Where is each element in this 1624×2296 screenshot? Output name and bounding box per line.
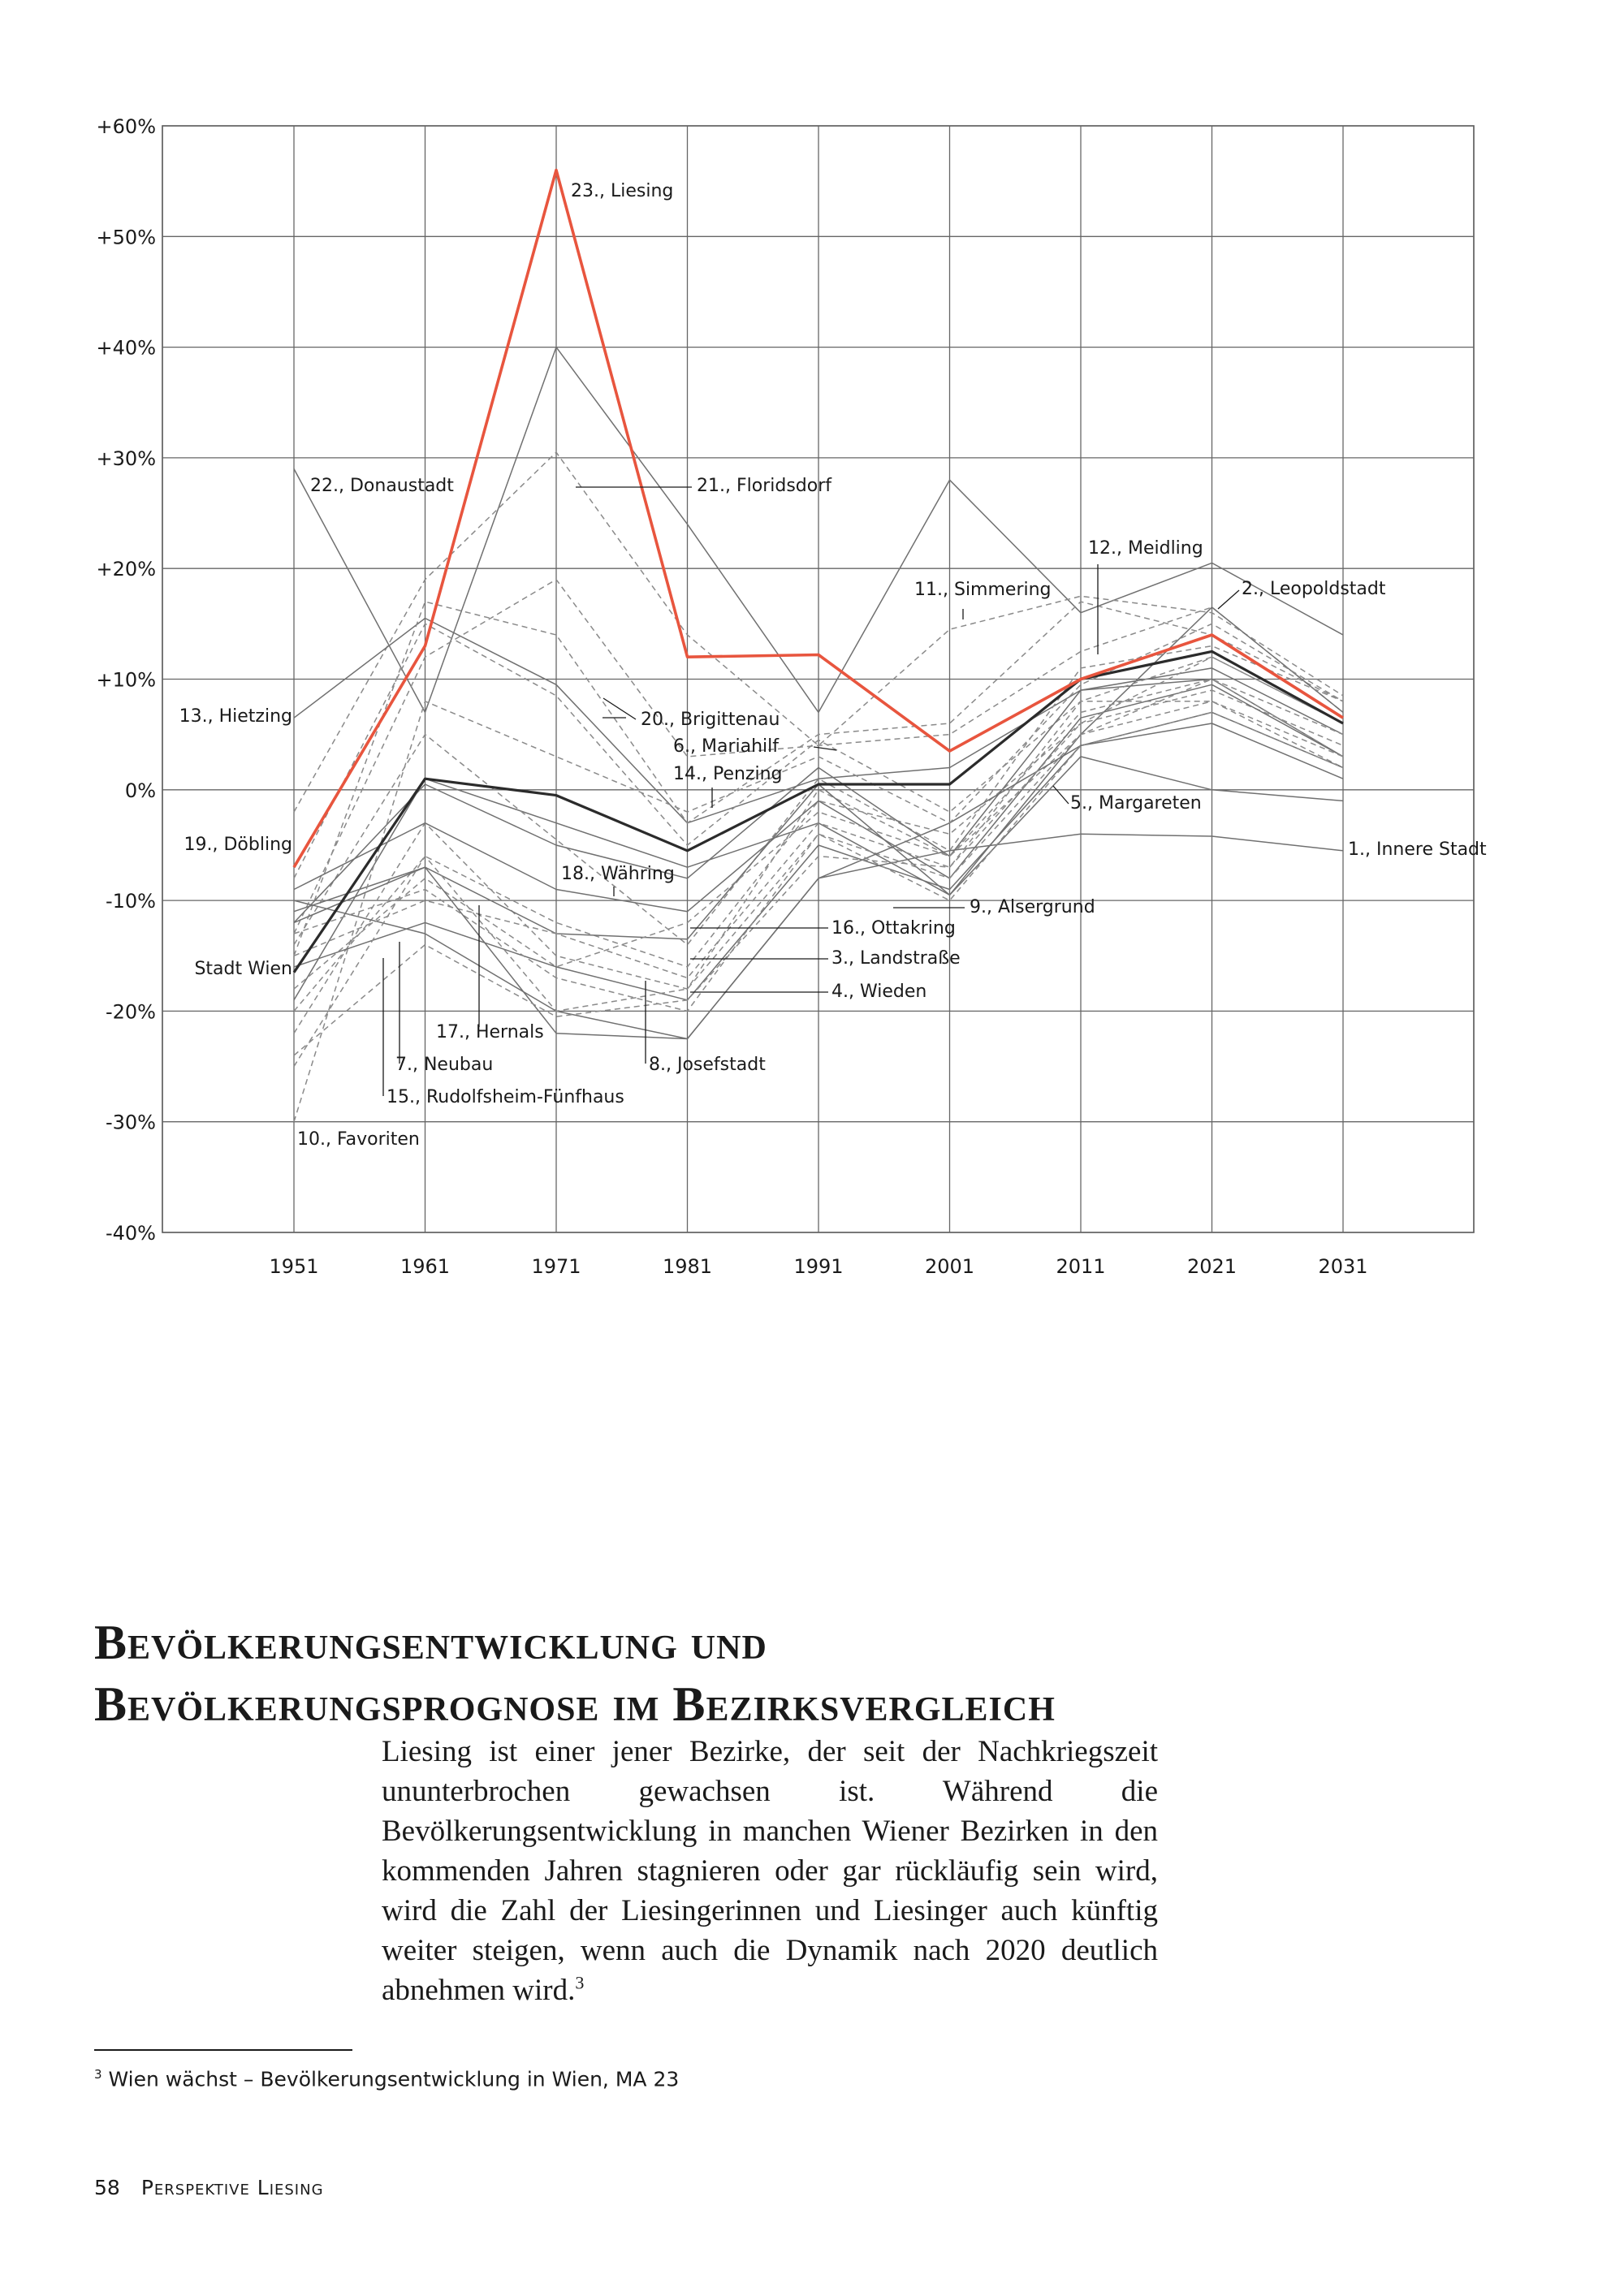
x-tick-label: 2021	[1186, 1255, 1237, 1278]
footnote-reference: 3	[575, 1972, 585, 1993]
heading-line-2: Bevölkerungsprognose im Bezirksvergleich	[94, 1677, 1056, 1731]
footnote-rule	[94, 2049, 352, 2051]
label-13-hietzing: 13., Hietzing	[179, 706, 292, 727]
chart-axes	[97, 115, 1368, 1278]
y-tick-label: 0%	[124, 779, 156, 802]
y-tick-label: -40%	[105, 1222, 156, 1245]
page-number: 58	[94, 2176, 120, 2199]
label-17-hernals: 17., Hernals	[436, 1022, 544, 1042]
leader-line	[1053, 786, 1069, 804]
y-tick-label: +60%	[96, 115, 156, 138]
footnote-text: Wien wächst – Bevölkerungsentwicklung in Wien, MA 23	[108, 2067, 680, 2091]
label-6-mariahilf: 6., Mariahilf	[673, 736, 779, 757]
leader-line	[1218, 590, 1239, 609]
label-9-alsergrund: 9., Alsergrund	[970, 897, 1095, 917]
label-stadt-wien: Stadt Wien	[194, 959, 292, 979]
label-18-w-hring: 18., Währing	[561, 864, 675, 884]
x-tick-label: 2031	[1318, 1255, 1368, 1278]
x-tick-label: 1991	[793, 1255, 844, 1278]
label-7-neubau: 7., Neubau	[395, 1055, 494, 1075]
footnote-marker: 3	[94, 2067, 102, 2082]
paragraph-text: Liesing ist einer jener Bezirke, der seit der Nachkriegszeit ununterbrochen gewachsen ist. Während die Bevölkerungsentwicklung in manchen Wiener Bezirken in den kommenden Jahren stagnieren oder gar rückläufig sein wird, wird die Zahl der Liesingerinnen und Liesinger auch künftig weiter steigen, wenn auch die Dynamik nach 2020 deutlich abnehmen wird.	[382, 1735, 1158, 2007]
leader-line	[603, 698, 636, 719]
x-tick-label: 2011	[1056, 1255, 1106, 1278]
heading-line-1: Bevölkerungsentwicklung und	[94, 1616, 767, 1669]
label-19-d-bling: 19., Döbling	[184, 835, 292, 855]
publication-title: Perspektive Liesing	[140, 2176, 324, 2199]
label-21-floridsdorf: 21., Floridsdorf	[697, 476, 831, 496]
y-tick-label: -30%	[105, 1111, 156, 1134]
x-tick-label: 1971	[531, 1255, 581, 1278]
label-2-leopoldstadt: 2., Leopoldstadt	[1242, 579, 1386, 599]
label-8-josefstadt: 8., Josefstadt	[649, 1055, 766, 1075]
y-tick-label: +50%	[96, 226, 156, 249]
label-11-simmering: 11., Simmering	[914, 580, 1052, 600]
x-tick-label: 1961	[400, 1255, 451, 1278]
y-tick-label: -20%	[105, 1000, 156, 1024]
label-5-margareten: 5., Margareten	[1070, 793, 1202, 814]
x-tick-label: 1951	[269, 1255, 319, 1278]
page-footer	[94, 2176, 324, 2199]
y-tick-label: +20%	[96, 558, 156, 581]
y-tick-label: +10%	[96, 668, 156, 692]
chart-grid	[162, 126, 1474, 1232]
y-tick-label: +30%	[96, 447, 156, 470]
body-paragraph	[382, 1732, 1158, 2010]
x-tick-label: 1981	[662, 1255, 713, 1278]
label-15-rudolfsheim-f-nfhaus: 15., Rudolfsheim-Fünfhaus	[387, 1087, 624, 1107]
x-tick-label: 2001	[924, 1255, 975, 1278]
label-3-landstra-e: 3., Landstraße	[831, 948, 961, 969]
section-heading	[94, 1612, 1475, 1735]
label-12-meidling: 12., Meidling	[1088, 538, 1203, 559]
label-20-brigittenau: 20., Brigittenau	[641, 710, 780, 730]
footnote	[94, 2067, 679, 2091]
y-tick-label: +40%	[96, 336, 156, 360]
label-1-innere-stadt: 1., Innere Stadt	[1348, 839, 1487, 860]
label-16-ottakring: 16., Ottakring	[831, 918, 956, 939]
y-tick-label: -10%	[105, 890, 156, 913]
label-23-liesing: 23., Liesing	[571, 181, 674, 201]
label-10-favoriten: 10., Favoriten	[297, 1129, 420, 1150]
chart-leader-lines	[383, 487, 1239, 1096]
label-14-penzing: 14., Penzing	[673, 764, 783, 784]
label-22-donaustadt: 22., Donaustadt	[310, 476, 454, 496]
label-4-wieden: 4., Wieden	[831, 982, 927, 1002]
